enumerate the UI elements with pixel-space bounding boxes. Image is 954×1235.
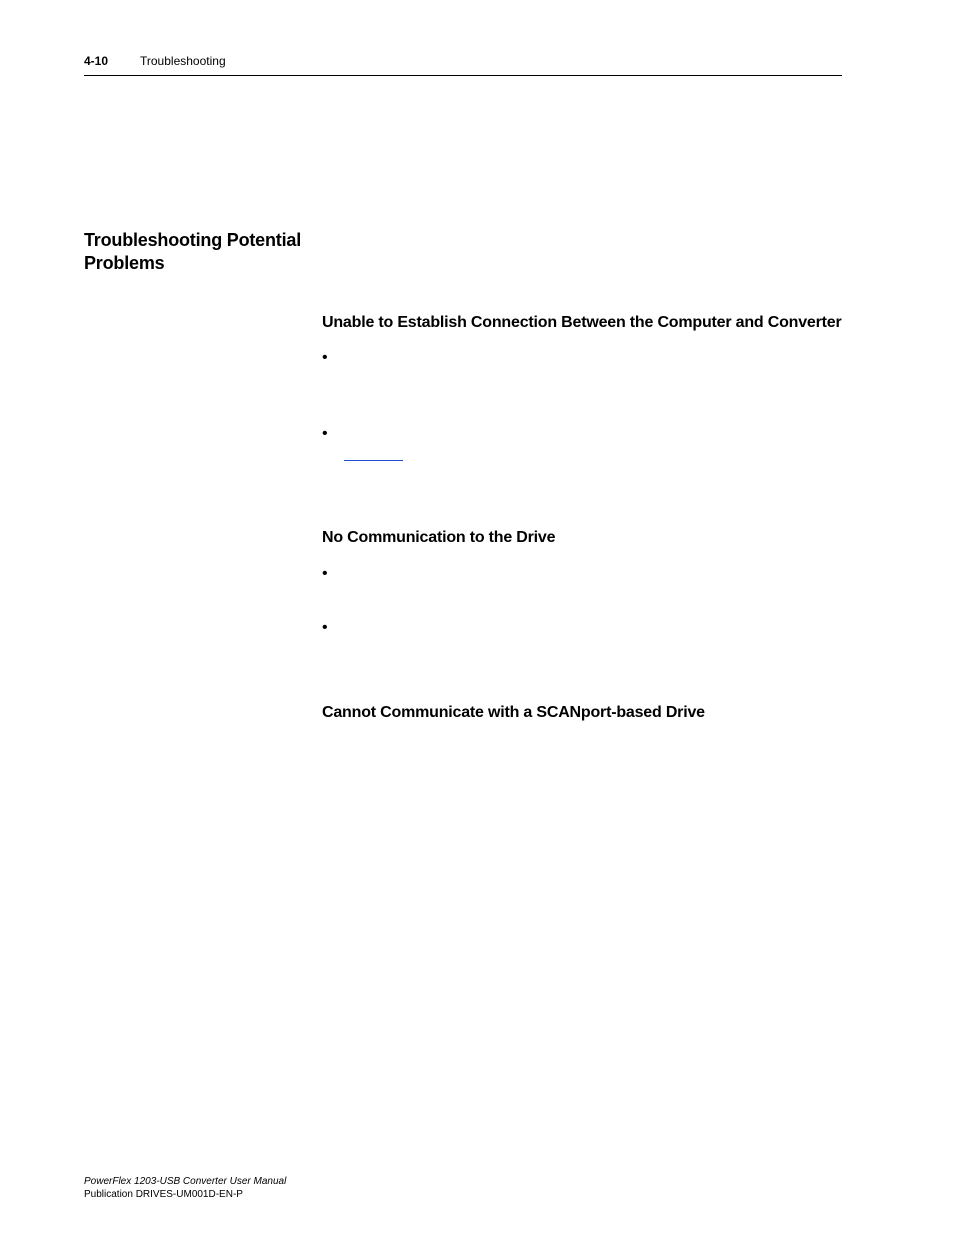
header-section-name: Troubleshooting	[140, 54, 226, 68]
running-header	[84, 53, 842, 76]
subheading-unable-to-connect: Unable to Establish Connection Between the Computer and Converter	[322, 314, 842, 331]
bullet-point: •	[322, 619, 328, 636]
bullet-point: •	[322, 565, 328, 582]
section-title: Troubleshooting Potential Problems	[84, 230, 301, 273]
hyperlink-underline[interactable]	[344, 460, 403, 461]
page-number: 4-10	[84, 54, 109, 68]
bullet-point: •	[322, 349, 328, 366]
footer-manual-title: PowerFlex 1203-USB Converter User Manual	[84, 1176, 287, 1187]
subheading-no-communication: No Communication to the Drive	[322, 529, 556, 546]
subheading-scanport-drive: Cannot Communicate with a SCANport-based Drive	[322, 704, 705, 721]
footer-publication: Publication DRIVES-UM001D-EN-P	[84, 1189, 243, 1200]
bullet-point: •	[322, 425, 328, 442]
page-footer	[84, 1175, 286, 1201]
